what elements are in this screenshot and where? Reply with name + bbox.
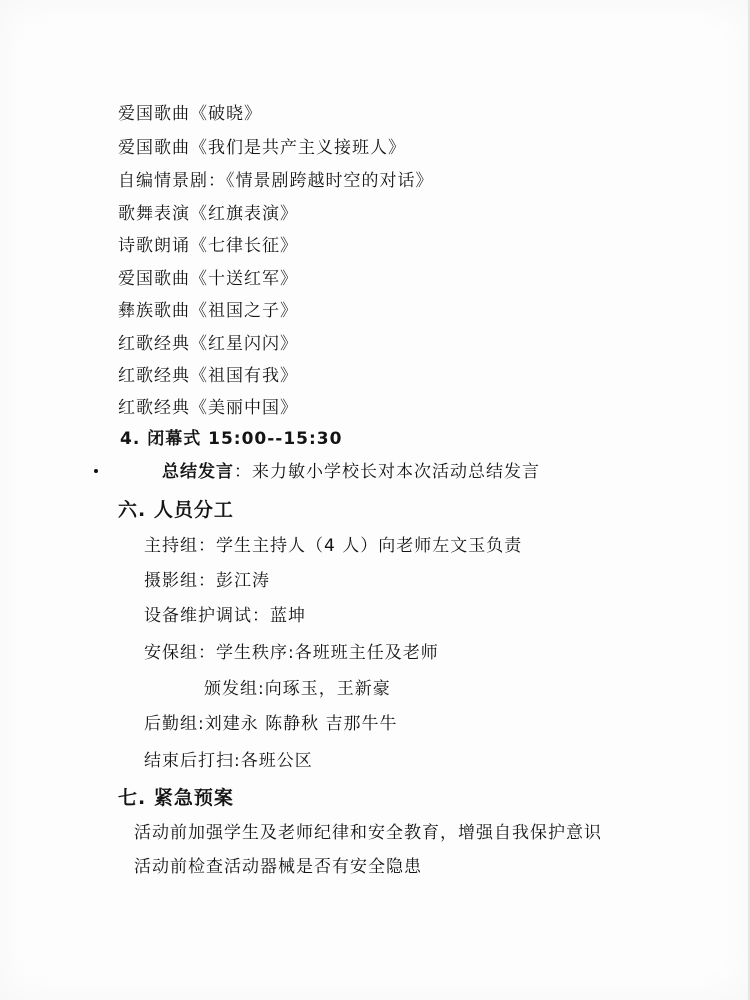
staff-item: 颁发组:向琢玉，王新豪 xyxy=(204,679,391,699)
bullet-icon xyxy=(94,469,98,473)
program-item: 爱国歌曲《我们是共产主义接班人》 xyxy=(118,138,406,158)
emergency-item: 活动前加强学生及老师纪律和安全教育，增强自我保护意识 xyxy=(134,823,602,843)
program-item: 诗歌朗诵《七律长征》 xyxy=(118,236,298,256)
staff-item: 摄影组：彭江涛 xyxy=(144,571,270,591)
staff-item: 安保组：学生秩序:各班班主任及老师 xyxy=(144,643,439,663)
program-item: 自编情景剧：《情景剧跨越时空的对话》 xyxy=(118,171,434,191)
closing-summary xyxy=(162,461,540,483)
program-item: 彝族歌曲《祖国之子》 xyxy=(118,301,298,321)
summary-label: 总结发言 xyxy=(162,462,234,482)
summary-text: ：来力敏小学校长对本次活动总结发言 xyxy=(234,462,540,482)
section-heading-staff: 六. 人员分工 xyxy=(118,499,234,521)
program-item: 红歌经典《祖国有我》 xyxy=(118,366,298,386)
emergency-item: 活动前检查活动器械是否有安全隐患 xyxy=(134,857,422,877)
staff-item: 后勤组:刘建永 陈静秋 吉那牛牛 xyxy=(144,714,398,734)
staff-item: 设备维护调试：蓝坤 xyxy=(144,606,306,626)
program-item: 红歌经典《美丽中国》 xyxy=(118,398,298,418)
program-item: 红歌经典《红星闪闪》 xyxy=(118,334,298,354)
closing-heading: 4. 闭幕式 15:00--15:30 xyxy=(120,429,343,449)
staff-item: 主持组：学生主持人（4 人）向老师左文玉负责 xyxy=(144,536,523,556)
program-item: 歌舞表演《红旗表演》 xyxy=(118,204,298,224)
section-heading-emergency: 七. 紧急预案 xyxy=(118,787,234,809)
program-item: 爱国歌曲《十送红军》 xyxy=(118,269,298,289)
staff-item: 结束后打扫:各班公区 xyxy=(144,751,313,771)
program-item: 爱国歌曲《破晓》 xyxy=(118,104,262,124)
